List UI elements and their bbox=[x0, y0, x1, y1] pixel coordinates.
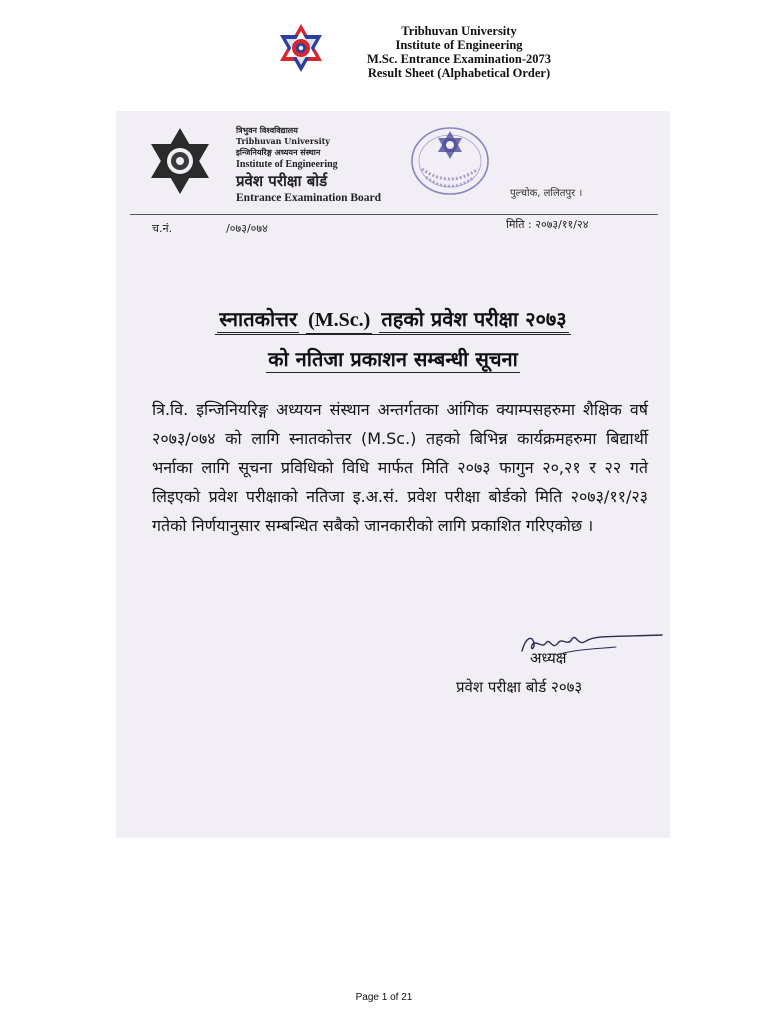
ioe-star-logo-icon bbox=[146, 125, 214, 197]
letterhead-board-en: Entrance Examination Board bbox=[236, 192, 382, 204]
title-part-en: (M.Sc.) bbox=[306, 307, 372, 334]
office-seal-stamp-icon bbox=[404, 121, 496, 201]
letterhead-institute-np: इन्जिनियरिङ्ग अध्ययन संस्थान bbox=[236, 147, 321, 157]
notice-title bbox=[116, 301, 670, 377]
notice-title-line-2: को नतिजा प्रकाशन सम्बन्धी सूचना bbox=[268, 347, 518, 371]
scanned-notice bbox=[116, 111, 670, 838]
header-title-block bbox=[334, 24, 584, 80]
reference-value: /०७३/०७४ bbox=[226, 222, 268, 235]
header-university: Tribhuvan University bbox=[401, 24, 517, 38]
letterhead-address: पुल्चोक, ललितपुर । bbox=[510, 188, 583, 199]
letterhead-institute-en: Institute of Engineering bbox=[236, 159, 338, 170]
date-value: २०७३/११/२४ bbox=[535, 218, 589, 231]
signatory-board: प्रवेश परीक्षा बोर्ड २०७३ bbox=[456, 678, 583, 696]
letterhead-board-np: प्रवेश परीक्षा बोर्ड bbox=[236, 172, 328, 190]
reference-label: च.नं. bbox=[152, 222, 173, 235]
page-header bbox=[0, 0, 768, 100]
letterhead-divider bbox=[130, 214, 658, 215]
notice-title-line-1 bbox=[116, 301, 670, 337]
reference-number bbox=[152, 221, 268, 236]
signatory-role: अध्यक्ष bbox=[530, 649, 567, 667]
header-exam: M.Sc. Entrance Examination-2073 bbox=[366, 52, 552, 66]
letterhead-university-np: त्रिभुवन विश्वविद्यालय bbox=[236, 125, 298, 135]
letterhead-text bbox=[236, 125, 381, 204]
letterhead-university-en: Tribhuvan University bbox=[236, 136, 330, 146]
tribhuvan-university-logo-icon bbox=[276, 22, 326, 74]
title-part-b: तहको प्रवेश परीक्षा २०७३ bbox=[381, 307, 567, 331]
title-part-a: स्नातकोत्तर bbox=[219, 307, 298, 331]
notice-date bbox=[506, 217, 588, 232]
header-sheet: Result Sheet (Alphabetical Order) bbox=[367, 66, 551, 80]
header-institute: Institute of Engineering bbox=[395, 38, 523, 52]
notice-body: त्रि.वि. इन्जिनियरिङ्ग अध्ययन संस्थान अन्तर्गतका आंगिक क्याम्पसहरुमा शैक्षिक वर्ष २०७३/०७४ को लागि स्नातकोत्तर (M.Sc.) तहको बिभिन्न कार्यक्रमहरुमा बिद्यार्थी भर्नाका लागि सूचना प्रविधिको विधि मार्फत मिति २०७३ फागुन २०,२१ र २२ गते लिइएको प्रवेश परीक्षाको नतिजा इ.अ.सं. प्रवेश परीक्षा बोर्डको मिति २०७३/११/२३ गतेको निर्णयानुसार सम्बन्धित सबैको जानकारीको लागि प्रकाशित गरिएकोछ । bbox=[152, 400, 648, 535]
date-label: मिति : bbox=[506, 218, 532, 231]
page-number: Page 1 of 21 bbox=[355, 992, 413, 1003]
